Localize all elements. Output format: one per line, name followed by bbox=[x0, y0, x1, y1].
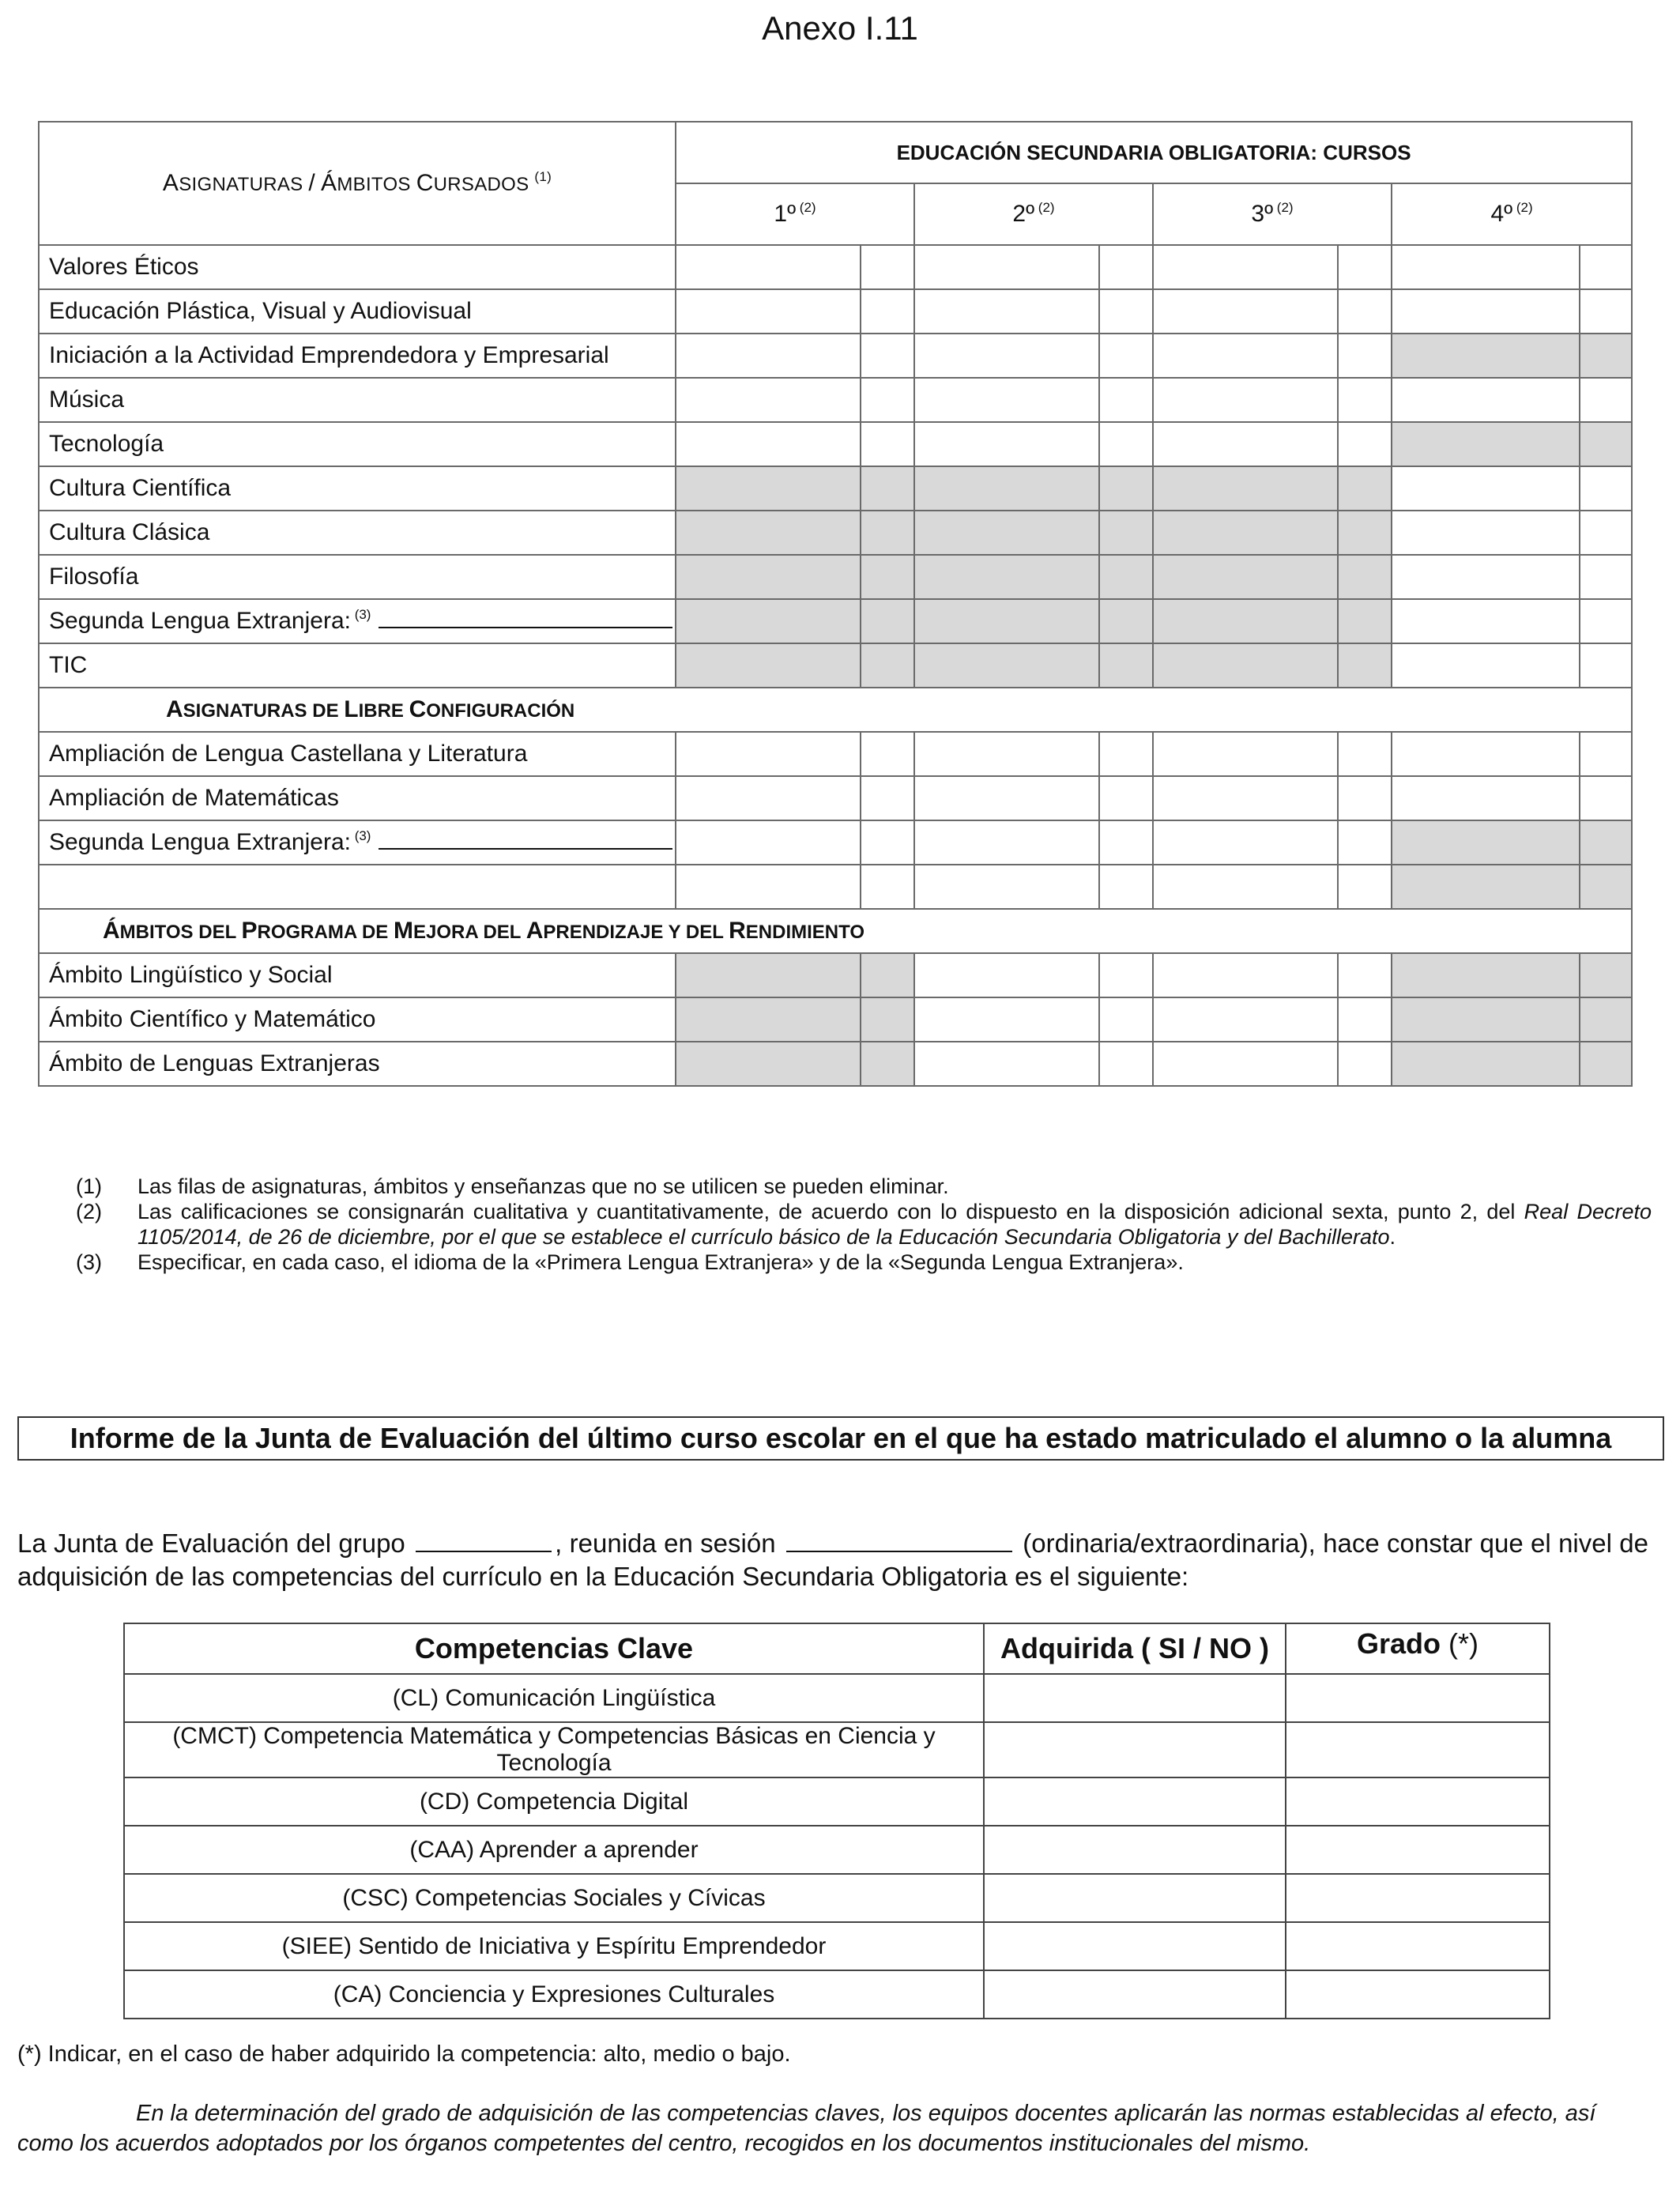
note-text: Especificar, en cada caso, el idioma de la «Primera Lengua Extranjera» y de la «Segunda Lengua Extranjera». bbox=[137, 1250, 1184, 1274]
subject-label: Iniciación a la Actividad Emprendedora y Empresarial bbox=[39, 334, 676, 378]
competency-name: (CD) Competencia Digital bbox=[124, 1777, 984, 1826]
grade-cell-qualitative-course-4[interactable] bbox=[1392, 643, 1580, 688]
subject-label: Ámbito Científico y Matemático bbox=[39, 997, 676, 1042]
grade-cell-quantitative-course-3[interactable] bbox=[1338, 997, 1392, 1042]
grade-cell[interactable] bbox=[1286, 1922, 1550, 1970]
grade-cell-quantitative-course-2 bbox=[1099, 555, 1153, 599]
header-grado-note: (*) bbox=[1448, 1627, 1479, 1660]
grade-cell-quantitative-course-4[interactable] bbox=[1580, 378, 1632, 422]
grade-cell-qualitative-course-3[interactable] bbox=[1153, 422, 1338, 466]
page-title: Anexo I.11 bbox=[762, 9, 918, 47]
grade-cell-quantitative-course-1[interactable] bbox=[861, 378, 914, 422]
grade-cell-qualitative-course-4[interactable] bbox=[1392, 378, 1580, 422]
grade-cell-quantitative-course-1[interactable] bbox=[861, 732, 914, 776]
grade-cell-quantitative-course-2[interactable] bbox=[1099, 334, 1153, 378]
eso-courses-header: EDUCACIÓN SECUNDARIA OBLIGATORIA: CURSOS bbox=[676, 122, 1632, 183]
grade-cell-quantitative-course-1 bbox=[861, 1042, 914, 1086]
grade-cell-qualitative-course-4[interactable] bbox=[1392, 732, 1580, 776]
subject-row bbox=[39, 555, 1632, 599]
grade-cell-qualitative-course-3[interactable] bbox=[1153, 1042, 1338, 1086]
grade-cell-qualitative-course-3 bbox=[1153, 643, 1338, 688]
section-heading: ÁMBITOS DEL PROGRAMA DE MEJORA DEL APRENDIZAJE Y DEL RENDIMIENTO bbox=[39, 909, 1632, 953]
language-blank-field[interactable] bbox=[379, 829, 672, 850]
grade-cell-qualitative-course-2[interactable] bbox=[914, 378, 1099, 422]
grade-cell-quantitative-course-3 bbox=[1338, 466, 1392, 511]
grade-cell-quantitative-course-3[interactable] bbox=[1338, 378, 1392, 422]
grade-cell-qualitative-course-4[interactable] bbox=[1392, 245, 1580, 289]
grade-cell-qualitative-course-3[interactable] bbox=[1153, 378, 1338, 422]
acquired-cell[interactable] bbox=[984, 1874, 1286, 1922]
grade-cell-qualitative-course-4 bbox=[1392, 820, 1580, 865]
header-competencias: Competencias Clave bbox=[124, 1623, 984, 1674]
section-heading: ASIGNATURAS DE LIBRE CONFIGURACIÓN bbox=[39, 688, 1632, 732]
grade-cell-quantitative-course-2[interactable] bbox=[1099, 245, 1153, 289]
grade-cell-quantitative-course-4[interactable] bbox=[1580, 289, 1632, 334]
subjects-header-label: ASIGNATURAS / ÁMBITOS CURSADOS bbox=[162, 170, 529, 196]
subject-row bbox=[39, 334, 1632, 378]
grade-cell-qualitative-course-2[interactable] bbox=[914, 1042, 1099, 1086]
grade-cell-quantitative-course-4 bbox=[1580, 820, 1632, 865]
report-paragraph bbox=[17, 1527, 1648, 1593]
grade-cell-quantitative-course-4 bbox=[1580, 1042, 1632, 1086]
grade-cell-quantitative-course-1 bbox=[861, 466, 914, 511]
header-grado-label: Grado bbox=[1356, 1627, 1441, 1660]
subject-row bbox=[39, 997, 1632, 1042]
subject-label: Ámbito de Lenguas Extranjeras bbox=[39, 1042, 676, 1086]
subject-label: Cultura Científica bbox=[39, 466, 676, 511]
subject-row bbox=[39, 599, 1632, 643]
report-text-a: La Junta de Evaluación del grupo bbox=[17, 1529, 405, 1558]
note-item bbox=[76, 1174, 1652, 1199]
subjects-header-note: (1) bbox=[534, 169, 552, 184]
grade-cell-qualitative-course-3[interactable] bbox=[1153, 289, 1338, 334]
grade-cell-quantitative-course-1[interactable] bbox=[861, 422, 914, 466]
subject-label: Tecnología bbox=[39, 422, 676, 466]
grade-cell-quantitative-course-3[interactable] bbox=[1338, 289, 1392, 334]
grade-cell-quantitative-course-1 bbox=[861, 511, 914, 555]
grade-cell-quantitative-course-1[interactable] bbox=[861, 245, 914, 289]
subject-label: Segunda Lengua Extranjera: $^{(3)}$ bbox=[39, 820, 676, 865]
grade-cell-quantitative-course-2[interactable] bbox=[1099, 820, 1153, 865]
subject-note: (3) bbox=[350, 828, 371, 843]
subject-label: Cultura Clásica bbox=[39, 511, 676, 555]
grade-cell-qualitative-course-3 bbox=[1153, 511, 1338, 555]
subject-row bbox=[39, 776, 1632, 820]
grade-cell-qualitative-course-3[interactable] bbox=[1153, 820, 1338, 865]
note-item bbox=[76, 1250, 1652, 1275]
key-competencies-table bbox=[123, 1623, 1550, 2019]
course-label: 3º bbox=[1251, 201, 1274, 227]
grade-cell-qualitative-course-4 bbox=[1392, 422, 1580, 466]
grade-cell-quantitative-course-2[interactable] bbox=[1099, 422, 1153, 466]
grade-cell-qualitative-course-2[interactable] bbox=[914, 997, 1099, 1042]
acquired-cell[interactable] bbox=[984, 1826, 1286, 1874]
grade-cell-qualitative-course-2[interactable] bbox=[914, 953, 1099, 997]
grade-cell-qualitative-course-2[interactable] bbox=[914, 245, 1099, 289]
subject-row bbox=[39, 643, 1632, 688]
competency-row bbox=[124, 1874, 1550, 1922]
grade-cell-qualitative-course-1[interactable] bbox=[676, 245, 861, 289]
grade-cell-quantitative-course-4[interactable] bbox=[1580, 245, 1632, 289]
course-header-1 bbox=[676, 183, 914, 245]
grade-cell-qualitative-course-1[interactable] bbox=[676, 334, 861, 378]
grade-cell-qualitative-course-2 bbox=[914, 555, 1099, 599]
header-adquirida: Adquirida ( SI / NO ) bbox=[984, 1623, 1286, 1674]
grade-cell-qualitative-course-4[interactable] bbox=[1392, 599, 1580, 643]
section-row bbox=[39, 688, 1632, 732]
grade-cell-quantitative-course-1[interactable] bbox=[861, 334, 914, 378]
grade-cell-qualitative-course-1[interactable] bbox=[676, 289, 861, 334]
grade-cell-qualitative-course-1 bbox=[676, 1042, 861, 1086]
grade-cell-quantitative-course-4[interactable] bbox=[1580, 776, 1632, 820]
grade-cell-qualitative-course-3[interactable] bbox=[1153, 732, 1338, 776]
subject-label: Ámbito Lingüístico y Social bbox=[39, 953, 676, 997]
grade-cell-quantitative-course-4 bbox=[1580, 422, 1632, 466]
course-header-2 bbox=[914, 183, 1153, 245]
grade-cell-qualitative-course-4[interactable] bbox=[1392, 289, 1580, 334]
grade-cell-qualitative-course-1 bbox=[676, 511, 861, 555]
grade-cell-quantitative-course-4 bbox=[1580, 865, 1632, 909]
course-note: (2) bbox=[1512, 200, 1533, 215]
grade-cell-qualitative-course-1 bbox=[676, 643, 861, 688]
subject-label: Ampliación de Matemáticas bbox=[39, 776, 676, 820]
grade-cell-quantitative-course-1 bbox=[861, 953, 914, 997]
grade-cell-quantitative-course-3[interactable] bbox=[1338, 422, 1392, 466]
grade-cell-qualitative-course-2 bbox=[914, 643, 1099, 688]
grade-cell-quantitative-course-1 bbox=[861, 997, 914, 1042]
grade-cell-qualitative-course-2 bbox=[914, 511, 1099, 555]
header-grado bbox=[1286, 1623, 1550, 1674]
grade-cell-quantitative-course-2[interactable] bbox=[1099, 1042, 1153, 1086]
competency-row bbox=[124, 1826, 1550, 1874]
grade-cell-qualitative-course-1 bbox=[676, 599, 861, 643]
grade-cell-quantitative-course-2[interactable] bbox=[1099, 776, 1153, 820]
grade-cell-quantitative-course-2[interactable] bbox=[1099, 997, 1153, 1042]
subject-row bbox=[39, 289, 1632, 334]
subject-row bbox=[39, 820, 1632, 865]
grade-cell-quantitative-course-3[interactable] bbox=[1338, 953, 1392, 997]
subject-label bbox=[39, 865, 676, 909]
grade-cell-quantitative-course-2 bbox=[1099, 599, 1153, 643]
grade-cell-qualitative-course-1[interactable] bbox=[676, 820, 861, 865]
grade-cell-qualitative-course-1[interactable] bbox=[676, 378, 861, 422]
grade-cell[interactable] bbox=[1286, 1970, 1550, 2019]
report-title: Informe de la Junta de Evaluación del último curso escolar en el que ha estado matriculado el alumno o la alumna bbox=[17, 1416, 1664, 1461]
grade-cell-qualitative-course-2[interactable] bbox=[914, 865, 1099, 909]
grade-cell[interactable] bbox=[1286, 1777, 1550, 1826]
grade-cell-qualitative-course-2[interactable] bbox=[914, 776, 1099, 820]
note-text: Las filas de asignaturas, ámbitos y enseñanzas que no se utilicen se pueden eliminar. bbox=[137, 1174, 949, 1198]
acquired-cell[interactable] bbox=[984, 1777, 1286, 1826]
grade-cell-quantitative-course-1[interactable] bbox=[861, 776, 914, 820]
grade-cell-qualitative-course-3[interactable] bbox=[1153, 776, 1338, 820]
competency-footnote: (*) Indicar, en el caso de haber adquirido la competencia: alto, medio o bajo. bbox=[17, 2041, 791, 2067]
subject-row bbox=[39, 245, 1632, 289]
course-header-3 bbox=[1153, 183, 1392, 245]
subject-row bbox=[39, 422, 1632, 466]
grade-cell-qualitative-course-3 bbox=[1153, 466, 1338, 511]
subject-label: Ampliación de Lengua Castellana y Literatura bbox=[39, 732, 676, 776]
subject-row bbox=[39, 953, 1632, 997]
grade-cell[interactable] bbox=[1286, 1722, 1550, 1777]
grade-cell-qualitative-course-4 bbox=[1392, 953, 1580, 997]
course-label: 4º bbox=[1490, 201, 1513, 227]
grade-cell-quantitative-course-4[interactable] bbox=[1580, 466, 1632, 511]
competency-name: (CMCT) Competencia Matemática y Competencias Básicas en Ciencia y Tecnología bbox=[124, 1722, 984, 1777]
grade-cell-qualitative-course-1[interactable] bbox=[676, 732, 861, 776]
competency-row bbox=[124, 1922, 1550, 1970]
grade-cell-quantitative-course-3[interactable] bbox=[1338, 1042, 1392, 1086]
grade-cell-qualitative-course-1[interactable] bbox=[676, 776, 861, 820]
grade-cell-quantitative-course-4 bbox=[1580, 953, 1632, 997]
grade-cell-quantitative-course-4 bbox=[1580, 997, 1632, 1042]
grade-cell-quantitative-course-3[interactable] bbox=[1338, 820, 1392, 865]
grade-cell-quantitative-course-4[interactable] bbox=[1580, 511, 1632, 555]
grade-cell-quantitative-course-3 bbox=[1338, 555, 1392, 599]
language-blank-field[interactable] bbox=[379, 608, 672, 628]
grade-cell-qualitative-course-3 bbox=[1153, 599, 1338, 643]
note-number: (1) bbox=[76, 1174, 102, 1198]
grade-cell-quantitative-course-3[interactable] bbox=[1338, 245, 1392, 289]
competency-name: (CSC) Competencias Sociales y Cívicas bbox=[124, 1874, 984, 1922]
grade-cell-quantitative-course-1 bbox=[861, 599, 914, 643]
grade-cell-quantitative-course-1 bbox=[861, 643, 914, 688]
grade-cell-quantitative-course-1[interactable] bbox=[861, 820, 914, 865]
grade-cell-quantitative-course-1[interactable] bbox=[861, 865, 914, 909]
subject-row bbox=[39, 1042, 1632, 1086]
grade-cell-quantitative-course-3 bbox=[1338, 511, 1392, 555]
grade-cell-quantitative-course-2 bbox=[1099, 466, 1153, 511]
course-label: 1º bbox=[774, 201, 797, 227]
report-text-c: (ordinaria/extraordinaria), hace constar que el nivel de adquisición de las competencias del currículo en la Educación Secundaria Obligatoria es el siguiente: bbox=[17, 1529, 1649, 1591]
course-header-4 bbox=[1392, 183, 1632, 245]
acquired-cell[interactable] bbox=[984, 1674, 1286, 1722]
grade-cell-qualitative-course-4 bbox=[1392, 865, 1580, 909]
grade-cell-quantitative-course-1[interactable] bbox=[861, 289, 914, 334]
note-text: Las calificaciones se consignarán cualitativa y cuantitativamente, de acuerdo con lo dispuesto en la disposición adicional sexta, punto 2, del Real Decreto 1105/2014, de 26 de diciembre, por el que se establece el currículo básico de la Educación Secundaria Obligatoria y del Bachillerato. bbox=[137, 1200, 1652, 1249]
grade-cell-qualitative-course-1[interactable] bbox=[676, 422, 861, 466]
competency-row bbox=[124, 1777, 1550, 1826]
grade-cell-quantitative-course-2[interactable] bbox=[1099, 865, 1153, 909]
grade-cell-qualitative-course-4[interactable] bbox=[1392, 776, 1580, 820]
subject-row bbox=[39, 511, 1632, 555]
grade-cell-qualitative-course-4 bbox=[1392, 334, 1580, 378]
group-blank-field[interactable] bbox=[416, 1530, 552, 1552]
competency-row bbox=[124, 1674, 1550, 1722]
note-item bbox=[76, 1199, 1652, 1250]
grade-cell-qualitative-course-4 bbox=[1392, 997, 1580, 1042]
grade-cell-qualitative-course-1 bbox=[676, 997, 861, 1042]
grade-cell-qualitative-course-3[interactable] bbox=[1153, 865, 1338, 909]
grade-cell-qualitative-course-3 bbox=[1153, 555, 1338, 599]
grade-cell-qualitative-course-3[interactable] bbox=[1153, 245, 1338, 289]
course-label: 2º bbox=[1012, 201, 1035, 227]
table-notes bbox=[76, 1174, 1652, 1275]
grade-cell-qualitative-course-2 bbox=[914, 466, 1099, 511]
grade-cell-quantitative-course-4 bbox=[1580, 334, 1632, 378]
grade-cell-quantitative-course-2[interactable] bbox=[1099, 378, 1153, 422]
grade-cell-qualitative-course-1 bbox=[676, 466, 861, 511]
subject-row bbox=[39, 378, 1632, 422]
closing-paragraph: En la determinación del grado de adquisición de las competencias claves, los equipos docentes aplicarán las normas establecidas al efecto, así como los acuerdos adoptados por los órganos competentes del centro, recogidos en los documentos institucionales del mismo. bbox=[17, 2101, 1596, 2156]
grade-cell-qualitative-course-3[interactable] bbox=[1153, 334, 1338, 378]
grade-cell-qualitative-course-2[interactable] bbox=[914, 289, 1099, 334]
course-note: (2) bbox=[1273, 200, 1294, 215]
grade-cell-qualitative-course-3[interactable] bbox=[1153, 953, 1338, 997]
subject-label: TIC bbox=[39, 643, 676, 688]
course-note: (2) bbox=[1034, 200, 1055, 215]
grade-cell-quantitative-course-3 bbox=[1338, 599, 1392, 643]
grade-cell-quantitative-course-2[interactable] bbox=[1099, 732, 1153, 776]
grade-cell-quantitative-course-3 bbox=[1338, 643, 1392, 688]
grade-cell-qualitative-course-3[interactable] bbox=[1153, 997, 1338, 1042]
subject-note: (3) bbox=[350, 607, 371, 622]
grade-cell-qualitative-course-1 bbox=[676, 555, 861, 599]
competency-row bbox=[124, 1970, 1550, 2019]
grade-cell-quantitative-course-1 bbox=[861, 555, 914, 599]
subject-label: Educación Plástica, Visual y Audiovisual bbox=[39, 289, 676, 334]
acquired-cell[interactable] bbox=[984, 1922, 1286, 1970]
course-note: (2) bbox=[796, 200, 816, 215]
report-text-b: , reunida en sesión bbox=[555, 1529, 776, 1558]
grade-cell-quantitative-course-4[interactable] bbox=[1580, 555, 1632, 599]
grade-cell-quantitative-course-4[interactable] bbox=[1580, 599, 1632, 643]
subject-label: Segunda Lengua Extranjera: $^{(3)}$ bbox=[39, 599, 676, 643]
grade-cell-quantitative-course-2 bbox=[1099, 511, 1153, 555]
grade-cell-qualitative-course-2[interactable] bbox=[914, 422, 1099, 466]
subject-label: Filosofía bbox=[39, 555, 676, 599]
grade-cell-qualitative-course-2[interactable] bbox=[914, 820, 1099, 865]
subject-label: Valores Éticos bbox=[39, 245, 676, 289]
grade-cell-quantitative-course-2[interactable] bbox=[1099, 953, 1153, 997]
grade-cell[interactable] bbox=[1286, 1674, 1550, 1722]
subjects-grades-table bbox=[38, 121, 1633, 1087]
competency-name: (CL) Comunicación Lingüística bbox=[124, 1674, 984, 1722]
grade-cell-qualitative-course-1 bbox=[676, 953, 861, 997]
grade-cell-quantitative-course-3[interactable] bbox=[1338, 732, 1392, 776]
grade-cell-qualitative-course-2[interactable] bbox=[914, 732, 1099, 776]
subject-row bbox=[39, 466, 1632, 511]
acquired-cell[interactable] bbox=[984, 1722, 1286, 1777]
competency-row bbox=[124, 1722, 1550, 1777]
grade-cell[interactable] bbox=[1286, 1826, 1550, 1874]
grade-cell-qualitative-course-4[interactable] bbox=[1392, 466, 1580, 511]
grade-cell[interactable] bbox=[1286, 1874, 1550, 1922]
grade-cell-quantitative-course-4[interactable] bbox=[1580, 732, 1632, 776]
grade-cell-quantitative-course-3[interactable] bbox=[1338, 334, 1392, 378]
session-blank-field[interactable] bbox=[786, 1530, 1012, 1552]
grade-cell-qualitative-course-1[interactable] bbox=[676, 865, 861, 909]
subjects-header bbox=[39, 122, 676, 245]
grade-cell-quantitative-course-3[interactable] bbox=[1338, 776, 1392, 820]
note-number: (2) bbox=[76, 1200, 102, 1223]
subject-row bbox=[39, 865, 1632, 909]
subject-row bbox=[39, 732, 1632, 776]
competency-name: (CA) Conciencia y Expresiones Culturales bbox=[124, 1970, 984, 2019]
note-number: (3) bbox=[76, 1250, 102, 1274]
grade-cell-qualitative-course-4[interactable] bbox=[1392, 555, 1580, 599]
grade-cell-quantitative-course-4[interactable] bbox=[1580, 643, 1632, 688]
grade-cell-quantitative-course-2 bbox=[1099, 643, 1153, 688]
competency-name: (SIEE) Sentido de Iniciativa y Espíritu Emprendedor bbox=[124, 1922, 984, 1970]
section-row bbox=[39, 909, 1632, 953]
acquired-cell[interactable] bbox=[984, 1970, 1286, 2019]
grade-cell-qualitative-course-2[interactable] bbox=[914, 334, 1099, 378]
grade-cell-quantitative-course-2[interactable] bbox=[1099, 289, 1153, 334]
competency-name: (CAA) Aprender a aprender bbox=[124, 1826, 984, 1874]
grade-cell-qualitative-course-4 bbox=[1392, 1042, 1580, 1086]
subject-label: Música bbox=[39, 378, 676, 422]
grade-cell-quantitative-course-3[interactable] bbox=[1338, 865, 1392, 909]
grade-cell-qualitative-course-4[interactable] bbox=[1392, 511, 1580, 555]
grade-cell-qualitative-course-2 bbox=[914, 599, 1099, 643]
